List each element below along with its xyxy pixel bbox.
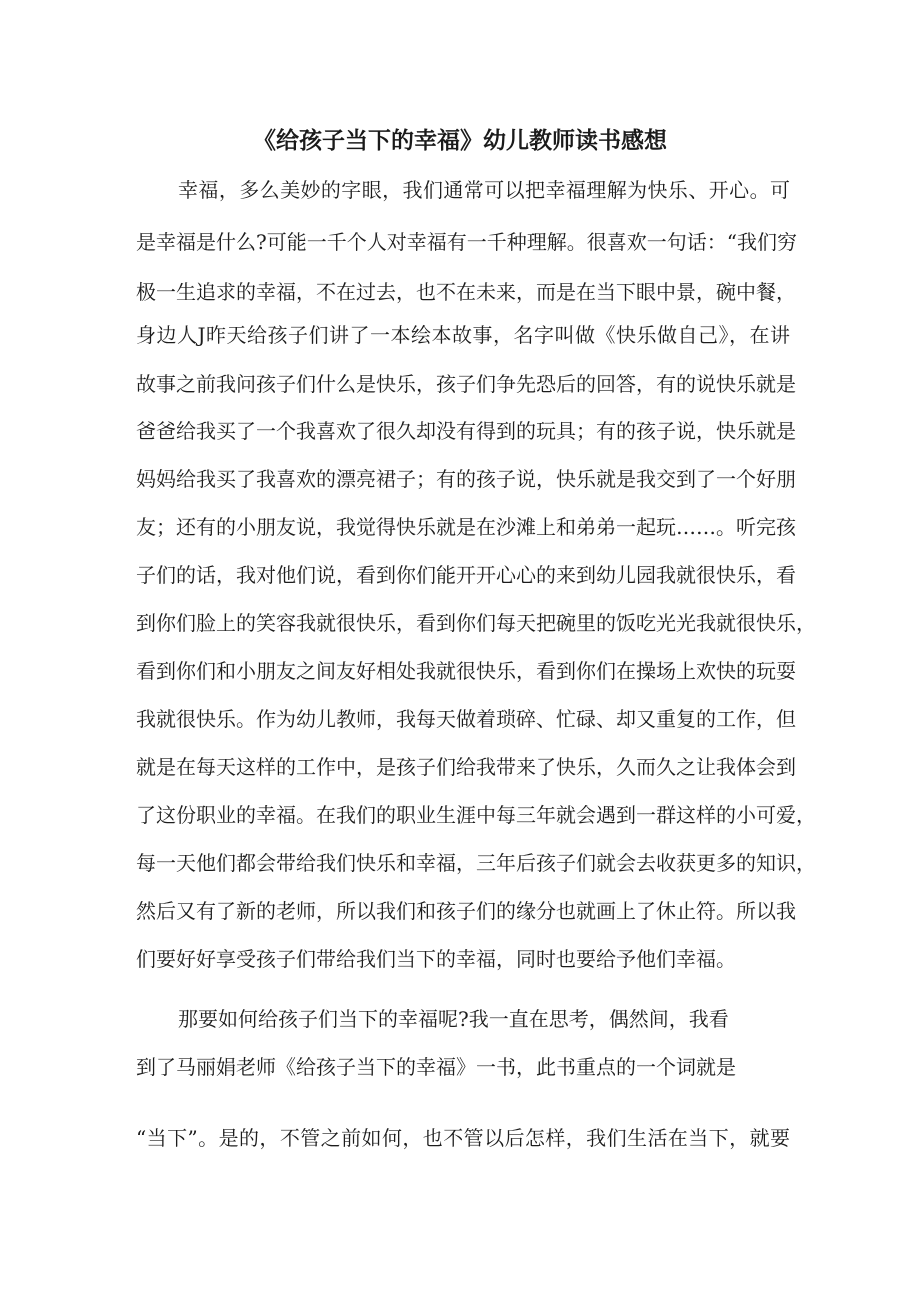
paragraph-1-line: 爸爸给我买了一个我喜欢了很久却没有得到的玩具；有的孩子说，快乐就是 [136,419,796,443]
paragraph-1-line: 妈妈给我买了我喜欢的漂亮裙子；有的孩子说，快乐就是我交到了一个好朋 [136,467,796,491]
paragraph-1-line: 友；还有的小朋友说，我觉得快乐就是在沙滩上和弟弟一起玩……。听完孩 [136,515,796,539]
document-title: 《给孩子当下的幸福》幼儿教师读书感想 [253,128,667,154]
paragraph-1-line: 是幸福是什么?可能一千个人对幸福有一千种理解。很喜欢一句话：“我们穷 [136,230,797,254]
paragraph-1-line: 身边人J昨天给孩子们讲了一本绘本故事，名字叫做《快乐做自己》，在讲 [136,323,790,347]
paragraph-2-line: “当下”。是的，不管之前如何，也不管以后怎样，我们生活在当下，就要 [136,1126,790,1150]
paragraph-1-line: 故事之前我问孩子们什么是快乐，孩子们争先恐后的回答，有的说快乐就是 [136,372,796,396]
paragraph-1-line: 就是在每天这样的工作中，是孩子们给我带来了快乐，久而久之让我体会到 [136,755,796,779]
paragraph-1-line: 到你们脸上的笑容我就很快乐，看到你们每天把碗里的饭吃光光我就很快乐， [136,611,816,635]
paragraph-2-line: 到了马丽娟老师《给孩子当下的幸福》一书，此书重点的一个词就是 [136,1055,736,1079]
paragraph-1-line: 们要好好享受孩子们带给我们当下的幸福，同时也要给予他们幸福。 [136,947,736,971]
paragraph-1-line: 了这份职业的幸福。在我们的职业生涯中每三年就会遇到一群这样的小可爱， [136,803,816,827]
paragraph-1-line: 极一生追求的幸福，不在过去，也不在未来，而是在当下眼中景，碗中餐， [136,280,796,304]
paragraph-2-line: 那要如何给孩子们当下的幸福呢?我一直在思考，偶然间，我看 [178,1007,729,1031]
paragraph-1-line: 幸福，多么美妙的字眼，我们通常可以把幸福理解为快乐、开心。可 [178,178,790,202]
paragraph-1-line: 每一天他们都会带给我们快乐和幸福，三年后孩子们就会去收获更多的知识， [136,851,816,875]
paragraph-1-line: 然后又有了新的老师，所以我们和孩子们的缘分也就画上了休止符。所以我 [136,899,796,923]
paragraph-1-line: 子们的话，我对他们说，看到你们能开开心心的来到幼儿园我就很快乐，看 [136,563,796,587]
paragraph-1-line: 我就很快乐。作为幼儿教师，我每天做着琐碎、忙碌、却又重复的工作，但 [136,707,796,731]
paragraph-1-line: 看到你们和小朋友之间友好相处我就很快乐，看到你们在操场上欢快的玩耍 [136,659,796,683]
